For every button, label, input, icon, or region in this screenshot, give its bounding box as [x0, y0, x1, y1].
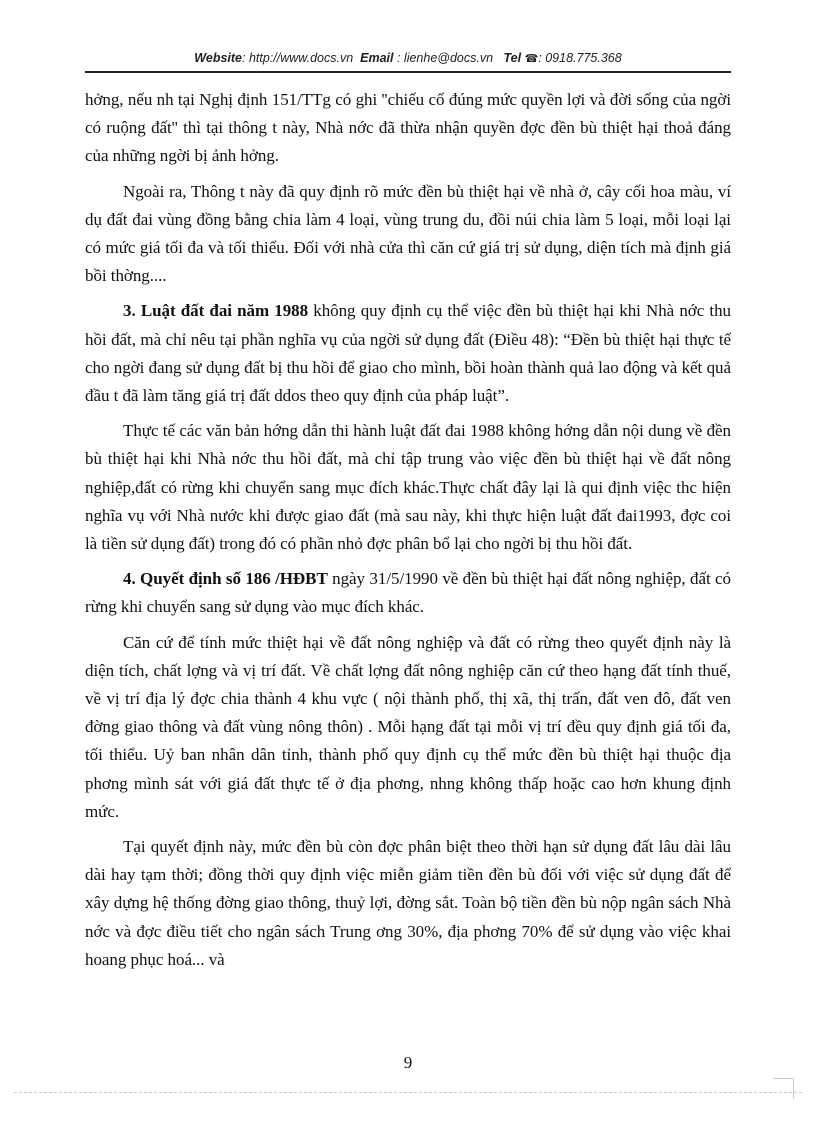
paragraph-3: 3. Luật đất đai năm 1988 không quy định cụ thể việc đền bù thiệt hại khi Nhà nớc thu hồi đất, mà chỉ nêu tại phần nghĩa vụ của ngời sử dụng đất (Điều 48): “Đền bù thiệt hại thực tế cho ngời đang sử dụng đất bị thu hồi để giao cho mình, bồi hoàn thành quả lao động và kết quả đầu t đã làm tăng giá trị đất ddos theo quy định của pháp luật”.	[85, 301, 731, 406]
phone-icon: ☎	[524, 53, 539, 65]
section-heading-3: 3. Luật đất đai năm 1988	[123, 301, 309, 321]
page-number: 9	[403, 1053, 413, 1072]
section-heading-4: 4. Quyết định số 186 /HĐBT	[123, 569, 328, 589]
document-body	[85, 86, 731, 981]
page-footer-divider	[14, 1092, 802, 1093]
page-corner-mark	[773, 1078, 794, 1099]
email-value: : lienhe@docs.vn	[396, 51, 494, 65]
paragraph-2: Ngoài ra, Thông t này đã quy định rõ mức đền bù thiệt hại về nhà ở, cây cối hoa màu, ví dụ đất đai vùng đồng bằng chia làm 4 loại, vùng trung du, đồi núi chia làm 5 loại, mỗi loại lại có mức giá tối đa và tối thiểu. Đối với nhà cửa thì căn cứ giá trị sử dụng, diện tích mà định giá bồi thờng....	[85, 181, 731, 286]
tel-label: Tel	[503, 51, 522, 65]
paragraph-1: hởng, nếu nh tại Nghị định 151/TTg có ghi ''chiếu cố đúng mức quyền lợi và đời sống của ngời có ruộng đất'' thì tại thông t này, Nhà nớc đã thừa nhận quyền đợc đền bù thiệt hại thoả đáng của những ngời bị ảnh hởng.	[85, 90, 731, 166]
website-label: Website	[194, 51, 242, 65]
tel-value: : 0918.775.368	[538, 51, 622, 65]
email-label: Email	[360, 51, 394, 65]
website-value: : http://www.docs.vn	[242, 51, 354, 65]
paragraph-7: Tại quyết định này, mức đền bù còn đợc phân biệt theo thời hạn sử dụng đất lâu dài lâu dài hay tạm thời; đồng thời quy định việc miễn giảm tiền đền bù đối với việc sử dụng đất để xây dựng hệ thống đờng giao thông, thuỷ lợi, đờng sắt. Toàn bộ tiền đền bù nộp ngân sách Nhà nớc và đợc điều tiết cho ngân sách Trung ơng 30%, địa phơng 70% để sử dụng vào việc khai hoang phục hoá... và	[85, 837, 731, 969]
paragraph-6: Căn cứ để tính mức thiệt hại về đất nông nghiệp và đất có rừng theo quyết định này là diện tích, chất lợng và vị trí đất. Về chất lợng đất nông nghiệp căn cứ theo hạng đất tính thuế, về vị trí địa lý đợc chia thành 4 khu vực ( nội thành phố, thị xã, thị trấn, đất ven đô, đất ven đờng giao thông và đất vùng nông thôn) . Mỗi hạng đất tại mỗi vị trí đều quy định giá tối đa, tối thiểu. Uỷ ban nhân dân tỉnh, thành phố quy định cụ thể mức đền bù thiệt hại thuộc địa phơng mình sát với giá đất thực tế ở địa phơng, nhng không thấp hoặc cao hơn khung định mức.	[85, 632, 731, 821]
paragraph-5: 4. Quyết định số 186 /HĐBT ngày 31/5/1990 về đền bù thiệt hại đất nông nghiệp, đất có rừng khi chuyển sang sử dụng vào mục đích khác.	[85, 569, 731, 617]
page-header	[85, 49, 731, 73]
paragraph-4: Thực tế các văn bản hớng dẫn thi hành luật đất đai 1988 không hớng dẫn nội dung về đền bù thiệt hại khi Nhà nớc thu hồi đất, mà chỉ tập trung vào việc đền bù thiệt hại về đất nông nghiệp,đất có rừng khi chuyển sang mục đích khác.Thực chất đây lại là qui định việc thc hiện nghĩa vụ với Nhà nước khi được giao đất (mà sau này, khi thực hiện luật đất đai1993, đợc coi là tiền sử dụng đất) trong đó có phần nhỏ đợc phân bổ lại cho ngời bị thu hồi đất.	[85, 421, 731, 554]
